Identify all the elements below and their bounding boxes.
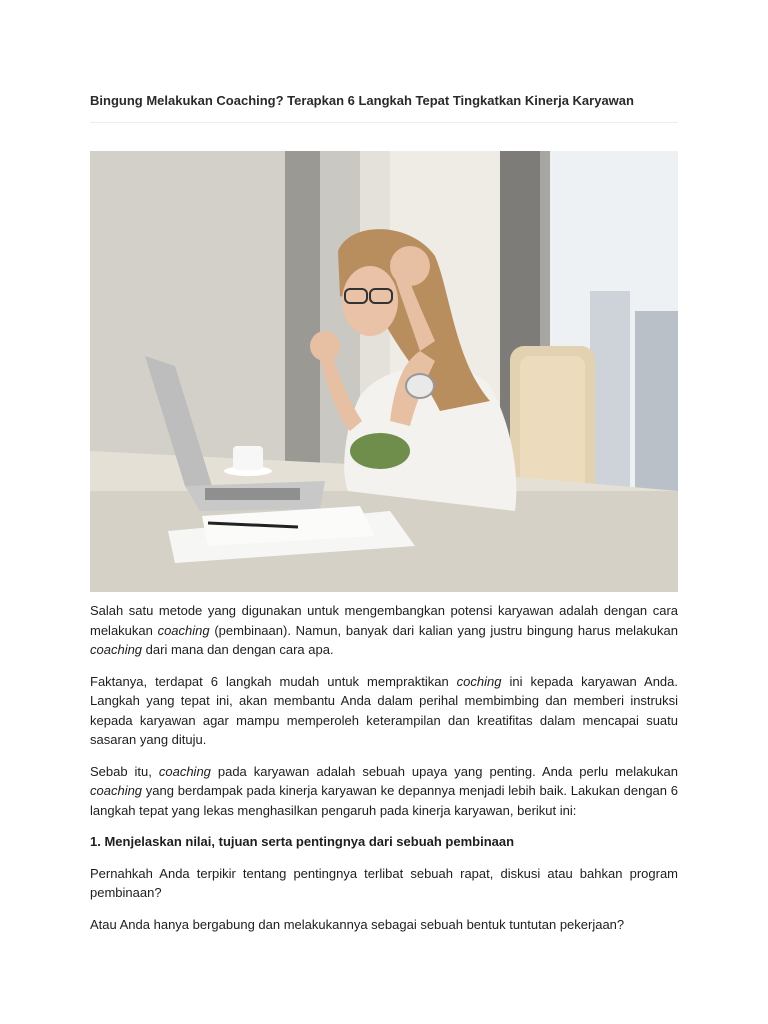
section-heading-1: 1. Menjelaskan nilai, tujuan serta pentingnya dari sebuah pembinaan xyxy=(90,834,515,849)
article-photo xyxy=(90,151,678,592)
paragraph-3: Sebab itu, coaching pada karyawan adalah sebuah upaya yang penting. Anda perlu melakukan coaching yang berdampak pada kinerja karyawan ke depannya menjadi lebih baik. Lakukan dengan 6 langkah tepat yang lekas menghasilkan pengaruh pada kinerja karyawan, berikut ini: xyxy=(90,763,679,818)
paragraph-5: Atau Anda hanya bergabung dan melakukannya sebagai sebuah bentuk tuntutan pekerjaan? xyxy=(90,916,625,932)
article-body xyxy=(90,601,678,946)
paragraph-4: Pernahkah Anda terpikir tentang pentingnya terlibat sebuah rapat, diskusi atau bahkan program pembinaan? xyxy=(90,865,678,900)
paragraph-2: Faktanya, terdapat 6 langkah mudah untuk mempraktikan coching ini kepada karyawan Anda. Langkah yang tepat ini, akan membantu Anda dalam perihal membimbing dan memberi instruksi kepada karyawan agar mampu memperoleh keterampilan dan kreatifitas dalam mencapai suatu sasaran yang dituju. xyxy=(90,673,678,747)
article-title: Bingung Melakukan Coaching? Terapkan 6 Langkah Tepat Tingkatkan Kinerja Karyawan xyxy=(90,93,634,108)
title-divider xyxy=(90,122,678,123)
paragraph-1: Salah satu metode yang digunakan untuk mengembangkan potensi karyawan adalah dengan cara melakukan coaching (pembinaan). Namun, banyak dari kalian yang justru bingung harus melakukan coaching dari mana dan dengan cara apa. xyxy=(90,603,678,657)
